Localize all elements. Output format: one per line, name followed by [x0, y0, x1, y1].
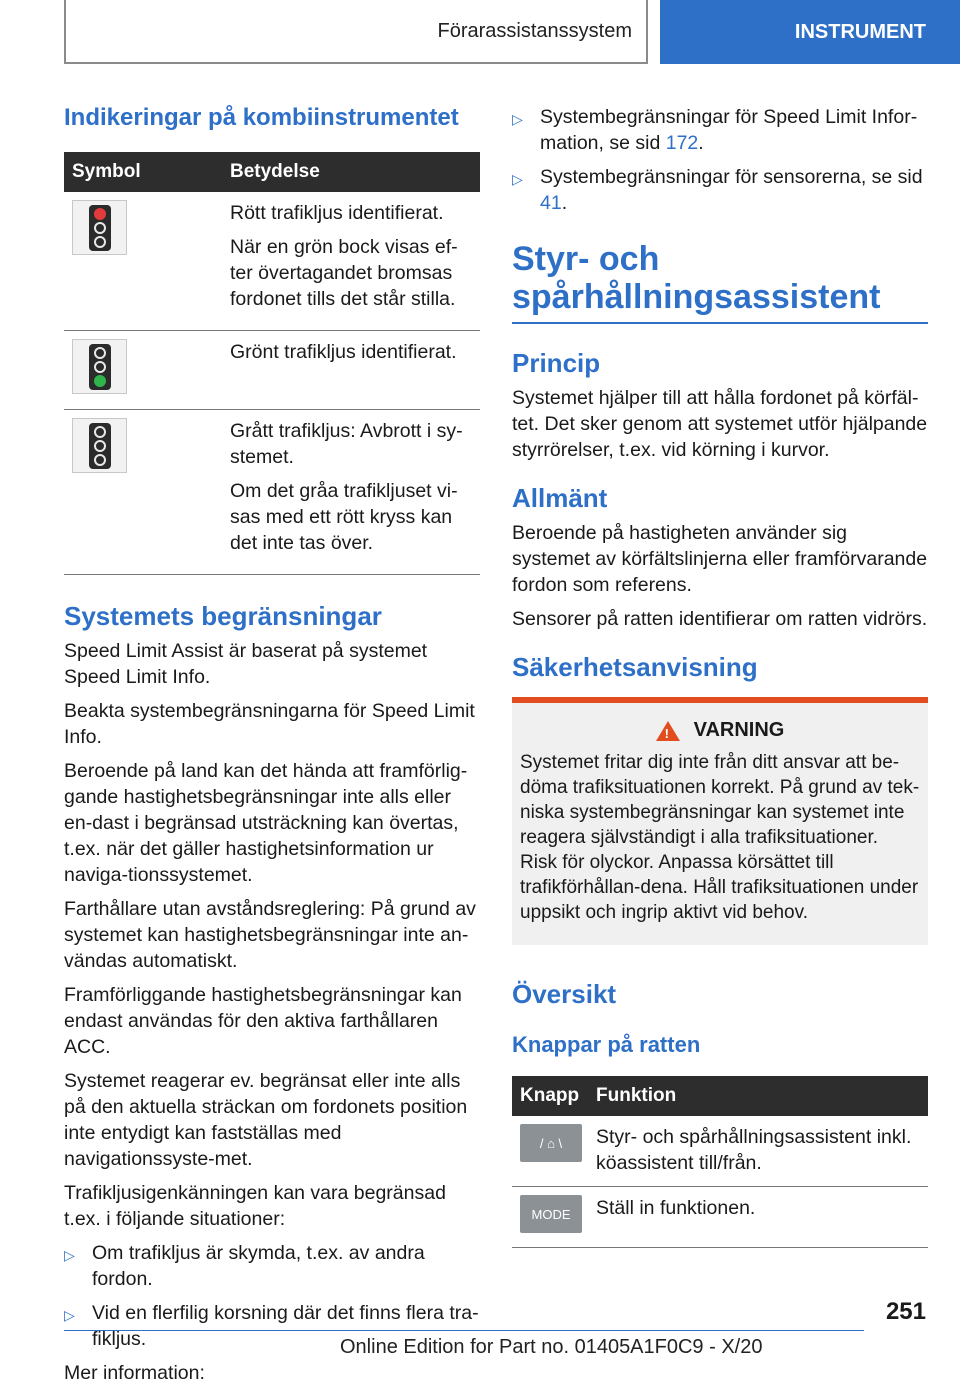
list-item: ▷ Vid en flerfilig korsning där det finns flera tra-fikljus.: [64, 1302, 479, 1350]
red-traffic-light-icon: [72, 200, 127, 255]
lane-assist-button-icon: / ⌂ \: [520, 1124, 582, 1162]
function-col-header: Funktion: [596, 1085, 677, 1106]
list-item: ▷ Om trafikljus är skymda, t.ex. av andra fordon.: [64, 1242, 425, 1290]
warning-text: Systemet fritar dig inte från ditt ansvar att be-döma trafiksituationen korrekt. På grund av tek-niska systembegränsningar kan systemet inte reagera självständigt i alla trafiksituationer. Risk för olyckor. Anpassa körsättet till trafikförhållan-dena. Håll trafiksituationen under uppsikt och ingrip aktivt vid behov.: [520, 752, 920, 923]
button-col-header: Knapp: [520, 1085, 580, 1106]
list-item: ▷ Systembegränsningar för Speed Limit Infor-mation, se sid 172.: [512, 106, 918, 154]
buttons-table-header: [512, 1076, 928, 1116]
list-item: ▷ Systembegränsningar för sensorerna, se sid 41.: [512, 166, 923, 214]
paragraph: Framförliggande hastighetsbegränsningar kan endast användas för den aktiva farthållaren ACC.: [64, 984, 462, 1058]
princip-title: Princip: [512, 348, 601, 378]
indicator-title: Indikeringar på kombiinstrumentet: [64, 104, 459, 131]
right-column: [512, 104, 928, 1248]
oversikt-title: Översikt: [512, 979, 617, 1009]
triangle-bullet-icon: ▷: [64, 1307, 75, 1323]
symbol-col-header: Symbol: [72, 161, 141, 182]
grey-traffic-light-icon: [72, 418, 127, 473]
warning-label: VARNING: [693, 719, 785, 741]
page-link[interactable]: 41: [540, 192, 562, 214]
buttons-title: Knappar på ratten: [512, 1032, 701, 1057]
paragraph: Speed Limit Assist är baserat på systemet Speed Limit Info.: [64, 640, 428, 688]
warning-box: [512, 697, 928, 945]
triangle-bullet-icon: ▷: [512, 111, 523, 127]
allmant-title: Allmänt: [512, 483, 608, 513]
table-row: [64, 331, 480, 410]
section-title: Förarassistanssystem: [437, 19, 632, 42]
table-row: [64, 192, 480, 331]
row-text: Grönt trafikljus identifierat.: [230, 341, 457, 363]
paragraph: Beakta systembegränsningarna för Speed Limit Info.: [64, 700, 475, 748]
more-info: Mer information:: [64, 1362, 205, 1384]
header-section: [64, 0, 648, 64]
table-row: [512, 1116, 928, 1187]
symbol-table-header: [64, 152, 480, 192]
paragraph: Trafikljusigenkänningen kan vara begränsad t.ex. i följande situationer:: [64, 1182, 446, 1230]
table-row: [512, 1187, 928, 1248]
paragraph: Beroende på hastigheten använder sig systemet av körfältslinjerna eller framförvarande fordon som referens.: [512, 522, 928, 596]
page-link[interactable]: 172: [665, 132, 699, 154]
triangle-bullet-icon: ▷: [512, 171, 523, 187]
green-traffic-light-icon: [72, 339, 127, 394]
triangle-bullet-icon: ▷: [64, 1247, 75, 1263]
main-title: Styr- och spårhållningsassistent: [512, 240, 928, 324]
row-text: Ställ in funktionen.: [596, 1197, 756, 1219]
footer-divider: [64, 1330, 864, 1331]
limits-title: Systemets begränsningar: [64, 601, 382, 631]
safety-title: Säkerhetsanvisning: [512, 652, 758, 682]
left-column: [64, 96, 480, 1394]
paragraph: Sensorer på ratten identifierar om ratten vidrörs.: [512, 608, 928, 630]
row-text: Grått trafikljus: Avbrott i sy-stemet.: [230, 420, 463, 468]
warning-icon: !: [656, 721, 680, 741]
page-number: 251: [885, 1298, 926, 1325]
row-text: Styr- och spårhållningsassistent inkl. köassistent till/från.: [596, 1126, 912, 1174]
paragraph: Beroende på land kan det hända att framförlig-gande hastighetsbegränsningar inte alls eller en-dast i begränsad utsträckning kan övertas, t.ex. när det gäller hastighetsinformation ur naviga-tionssystemet.: [64, 760, 468, 886]
row-text: Om det gråa trafikljuset vi-sas med ett rött kryss kan det inte tas över.: [230, 480, 458, 554]
footer-edition: Online Edition for Part no. 01405A1F0C9 - X/20: [340, 1336, 763, 1358]
row-text: Rött trafikljus identifierat.: [230, 202, 444, 224]
header-chapter: [660, 0, 960, 64]
chapter-title: INSTRUMENT: [794, 20, 926, 43]
paragraph: Systemet reagerar ev. begränsat eller inte alls på den aktuella sträckan om fordonets position inte entydigt kan fastställas med navigationssyste-met.: [64, 1070, 468, 1170]
table-row: [64, 410, 480, 575]
row-text: När en grön bock visas ef-ter övertagandet bromsas fordonet tills det står stilla.: [230, 236, 458, 310]
paragraph: Systemet hjälper till att hålla fordonet på körfäl-tet. Det sker genom att systemet utför hjälpande styrrörelser, t.ex. vid körning i kurvor.: [512, 387, 928, 461]
meaning-col-header: Betydelse: [230, 161, 320, 182]
paragraph: Farthållare utan avståndsreglering: På grund av systemet kan hastighetsbegränsningar inte an-vändas automatiskt.: [64, 898, 476, 972]
mode-button-icon: MODE: [520, 1195, 582, 1233]
